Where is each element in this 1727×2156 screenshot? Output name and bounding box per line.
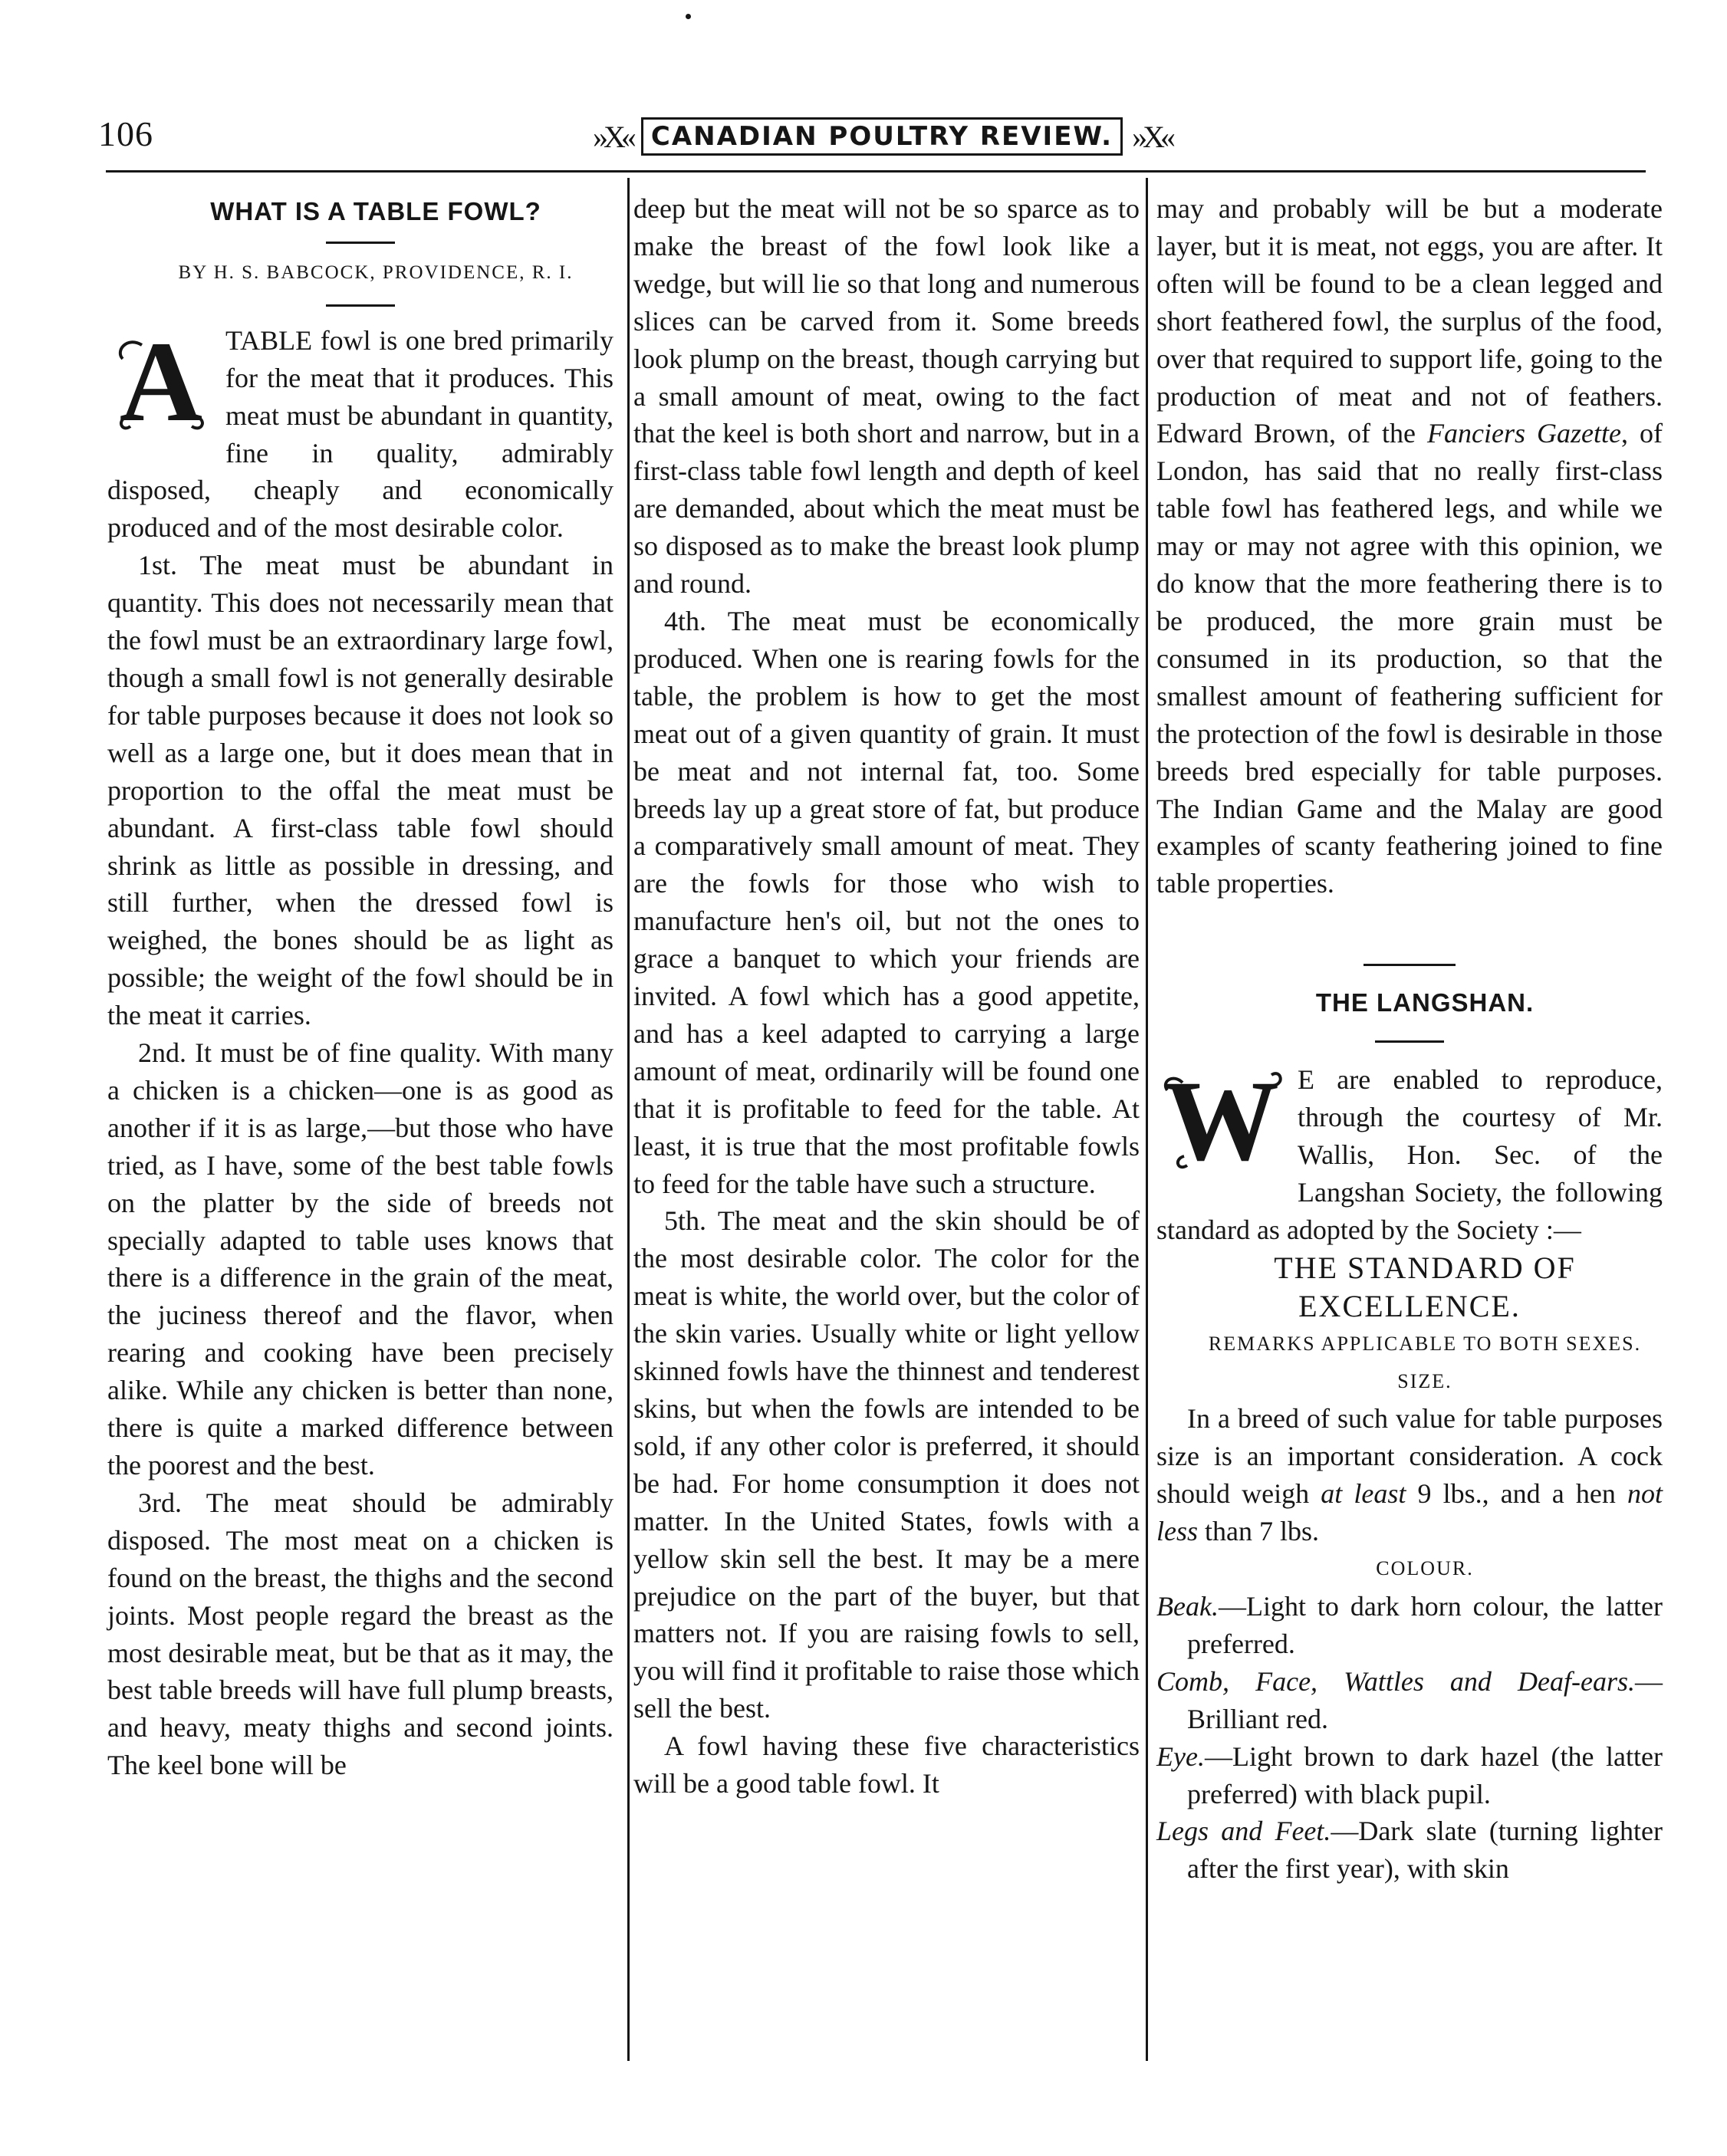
masthead-ornament-left: »X« [593, 119, 632, 154]
eye-entry [1156, 1738, 1663, 1813]
article-title: WHAT IS A TABLE FOWL? [210, 197, 541, 225]
conclusion-text-a: may and probably will be but a moderate layer, but it is meat, not eggs, you are after. It often will be found to be a clean legged and short feathered fowl, the surplus of the food, over that required to support life, going to the production of meat and not of feathers. Edward Brown, of the [1156, 193, 1663, 449]
column-2 [633, 190, 1140, 1803]
legs-label: Legs and Feet. [1156, 1816, 1331, 1847]
paragraph-2nd: 2nd. It must be of fine quality. With many a chicken is a chicken—one is as good as another if it is as large,—but those who have tried, as I have, some of the best table fowls on the platter by the side of breeds not specially adapted to table uses knows that there is a difference in the grain of the meat, the juciness thereof and the flavor, when rearing and cooking have been precisely alike. While any chicken is better than none, there is quite a marked difference between the poorest and the best. [107, 1037, 613, 1481]
byline: BY H. S. BABCOCK, PROVIDENCE, R. I. [178, 261, 574, 283]
size-text-b: 9 lbs., and a hen [1406, 1478, 1627, 1510]
paragraph-3rd: 3rd. The meat should be admirably disposed. The most meat on a chicken is found on the breast, the thighs and the second joints. Most people regard the breast as the most desirable meat, but be that as it may, the best table breeds will have full plump breasts, and heavy, meaty thighs and second joints. The keel bone will be [107, 1487, 613, 1781]
size-not-less: not less [1156, 1478, 1663, 1547]
size-heading: SIZE. [1397, 1369, 1452, 1392]
masthead [583, 107, 1181, 166]
header-rule [106, 170, 1646, 173]
size-paragraph [1156, 1400, 1663, 1550]
legs-entry [1156, 1813, 1663, 1888]
eye-text: —Light brown to dark hazel (the latter preferred) with black pupil. [1187, 1740, 1663, 1809]
colour-heading: COLOUR. [1376, 1557, 1474, 1580]
speck [686, 14, 691, 19]
paragraph-conclusion: A fowl having these five characteristics will be a good table fowl. It [633, 1730, 1140, 1799]
intro-paragraph: TABLE fowl is one bred primarily for the meat that it produces. This meat must be abundant in quantity, fine in quality, admirably disposed, cheaply and economically produced and of the most desirable color. [107, 324, 613, 544]
langshan-drop-cap-letter: W [1164, 1057, 1279, 1185]
column-3 [1156, 190, 1663, 1888]
beak-entry [1156, 1588, 1663, 1663]
paragraph-1st: 1st. The meat must be abundant in quantity. This does not necessarily mean that the fowl must be an extraordinary large fowl, though a small fowl is not generally desirable for table purposes because it does not look so well as a large one, but it does mean that in proportion to the offal the meat must be abundant. A first-class table fowl should shrink as little as possible in dressing, and still further, when the dressed fowl is weighed, the bones should be as light as possible; the weight of the fowl should be in the meat it carries. [107, 550, 613, 1031]
masthead-title: CANADIAN POULTRY REVIEW. [641, 117, 1123, 156]
page-number: 106 [98, 114, 153, 153]
langshan-title-rule [1375, 1040, 1444, 1043]
intro-block [107, 317, 613, 547]
langshan-intro: E are enabled to reproduce, through the courtesy of Mr. Wallis, Hon. Sec. of the Langshan Society, the following standard as adopted by the Society :— [1156, 1064, 1663, 1245]
column-rule-2 [1146, 178, 1148, 2061]
comb-text: —Brilliant red. [1187, 1665, 1663, 1734]
paragraph-5th: 5th. The meat and the skin should be of the most desirable color. The color for the meat is white, the world over, but the color of the skin varies. Usually white or light yellow skinned fowls have the thinnest and tenderest skins, but when the fowls are intended to be sold, if any other color is preferred, it should be had. For home consumption it does not matter. In the United States, fowls with a yellow skin sell the best. It may be a mere prejudice on the part of the buyer, but that matters not. If you are raising fowls to sell, you will find it profitable to raise those which sell the best. [633, 1205, 1140, 1724]
column-rule-1 [627, 178, 630, 2061]
size-text-c: than 7 lbs. [1198, 1516, 1319, 1547]
paragraph-3rd-continued: deep but the meat will not be so sparce as to make the breast of the fowl look like a wedge, but will lie so that long and numerous slices can be carved from it. Some breeds look plump on the breast, though carrying but a small amount of meat, owing to the fact that the keel is both short and narrow, but in a first-class table fowl length and depth of keel are demanded, about which the meat must be so disposed as to make the breast look plump and round. [633, 193, 1140, 600]
beak-text: —Light to dark horn colour, the latter preferred. [1187, 1591, 1663, 1659]
langshan-title: THE LANGSHAN. [1315, 988, 1535, 1017]
paragraph-conclusion-continued [1156, 190, 1663, 902]
langshan-drop-cap [1156, 1057, 1287, 1185]
legs-text: —Dark slate (turning lighter after the first year), with skin [1187, 1816, 1663, 1885]
drop-cap-letter: A [119, 317, 203, 445]
eye-label: Eye. [1156, 1740, 1205, 1772]
comb-entry [1156, 1663, 1663, 1738]
langshan-intro-block [1156, 1057, 1663, 1249]
standard-title: THE STANDARD OF EXCELLENCE. [1274, 1250, 1576, 1323]
masthead-ornament-right: »X« [1132, 119, 1171, 154]
beak-label: Beak. [1156, 1591, 1219, 1622]
drop-cap-ornament [107, 328, 215, 435]
size-at-least: at least [1321, 1478, 1406, 1510]
remarks-heading: REMARKS APPLICABLE TO BOTH SEXES. [1208, 1332, 1642, 1355]
publication-name: Fanciers Gazette [1427, 418, 1621, 449]
paragraph-4th: 4th. The meat must be economically produced. When one is rearing fowls for the table, the problem is how to get the most meat out of a given quantity of grain. It must be meat and not internal fat, too. Some breeds lay up a great store of fat, but produce a comparatively small amount of meat. They are the fowls for those who wish to manufacture hen's oil, but not the ones to grace a banquet to which your friends are invited. A fowl which has a good appetite, and has a keel adapted to carrying a large amount of meat, ordinarily will be found one that it is profitable to feed for the table. At least, it is true that the most profitable fowls to feed for the table have such a structure. [633, 605, 1140, 1199]
comb-label: Comb, Face, Wattles and Deaf-ears. [1156, 1665, 1635, 1697]
size-text-a: In a breed of such value for table purposes size is an important consideration. A cock should weigh [1156, 1403, 1663, 1510]
section-rule [1364, 964, 1456, 966]
drop-cap [107, 317, 215, 445]
conclusion-text-b: , of London, has said that no really first-class table fowl has feathered legs, and while we may or may not agree with this opinion, we do know that the more feathering there is to be produced, the more grain must be consumed in its production, so that the smallest amount of feathering sufficient for the protection of the fowl is desirable in those breeds bred especially for table purposes. The Indian Game and the Malay are good examples of scanty feathering joined to fine table properties. [1156, 418, 1663, 899]
byline-rule [326, 304, 395, 307]
langshan-drop-cap-ornament [1156, 1067, 1287, 1175]
column-1 [107, 190, 613, 1784]
title-rule [326, 242, 395, 244]
